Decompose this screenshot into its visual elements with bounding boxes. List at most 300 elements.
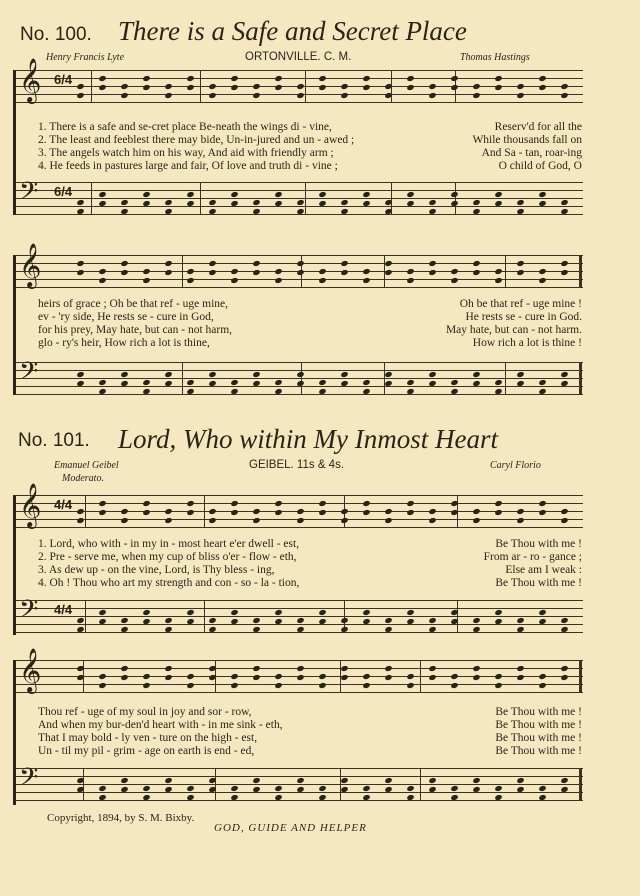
notehead	[76, 208, 84, 215]
lyric-line	[38, 160, 582, 172]
notehead	[230, 785, 238, 792]
notehead	[318, 673, 326, 680]
notehead	[428, 777, 436, 784]
notehead	[186, 379, 194, 386]
lyric-main: Thou ref - uge of my soul in joy and sor - row,	[38, 706, 252, 718]
notehead	[142, 618, 150, 625]
notehead	[186, 84, 194, 91]
notehead	[494, 609, 502, 616]
notehead	[208, 371, 216, 378]
notehead	[538, 84, 546, 91]
notehead	[318, 618, 326, 625]
notehead	[538, 75, 546, 82]
notehead	[164, 83, 172, 90]
notehead	[428, 617, 436, 624]
notehead	[164, 208, 172, 215]
notehead	[538, 618, 546, 625]
treble-staff	[15, 245, 583, 288]
notehead	[560, 380, 568, 387]
notehead	[274, 75, 282, 82]
notehead	[252, 208, 260, 215]
notehead	[208, 83, 216, 90]
lyric-main: 4. He feeds in pastures large and fair, Of love and truth di - vine ;	[38, 160, 338, 172]
notehead	[560, 617, 568, 624]
notehead	[472, 260, 480, 267]
notehead	[142, 200, 150, 207]
notehead	[230, 75, 238, 82]
hymn-number: No. 100.	[20, 24, 92, 45]
treble-staff	[15, 485, 583, 528]
notehead	[230, 794, 238, 801]
notehead	[318, 75, 326, 82]
notehead	[186, 268, 194, 275]
notehead	[406, 682, 414, 689]
notehead	[560, 260, 568, 267]
notehead	[76, 371, 84, 378]
notehead	[120, 626, 128, 633]
notehead	[296, 786, 304, 793]
composer: Caryl Florio	[490, 460, 541, 471]
notehead	[120, 665, 128, 672]
notehead	[274, 673, 282, 680]
notehead	[186, 200, 194, 207]
notehead	[164, 199, 172, 206]
notehead	[142, 268, 150, 275]
notehead	[208, 208, 216, 215]
notehead	[120, 269, 128, 276]
notehead	[340, 371, 348, 378]
notehead	[472, 199, 480, 206]
notehead	[472, 786, 480, 793]
notehead	[538, 379, 546, 386]
notehead	[538, 682, 546, 689]
treble-staff	[15, 650, 583, 693]
lyric-end: Be Thou with me !	[495, 732, 582, 744]
notehead	[494, 84, 502, 91]
notehead	[450, 682, 458, 689]
notehead	[98, 673, 106, 680]
notehead	[120, 380, 128, 387]
notehead	[340, 665, 348, 672]
lyric-end: Be Thou with me !	[495, 745, 582, 757]
notehead	[516, 508, 524, 515]
notehead	[252, 517, 260, 524]
lyric-main: 1. Lord, who with - in my in - most heart e'er dwell - est,	[38, 538, 300, 550]
notehead	[252, 626, 260, 633]
notehead	[384, 517, 392, 524]
notehead	[428, 674, 436, 681]
notehead	[428, 665, 436, 672]
notehead	[98, 609, 106, 616]
notehead	[164, 617, 172, 624]
lyric-end: Be Thou with me !	[495, 577, 582, 589]
notehead	[538, 191, 546, 198]
notehead	[340, 626, 348, 633]
notehead	[362, 794, 370, 801]
notehead	[384, 617, 392, 624]
notehead	[384, 260, 392, 267]
notehead	[516, 269, 524, 276]
notehead	[406, 509, 414, 516]
notehead	[208, 260, 216, 267]
notehead	[428, 508, 436, 515]
notehead	[120, 260, 128, 267]
notehead	[318, 379, 326, 386]
notehead	[516, 786, 524, 793]
notehead	[98, 84, 106, 91]
notehead	[274, 388, 282, 395]
treble-clef-icon: 𝄞	[19, 485, 42, 527]
notehead	[340, 269, 348, 276]
notehead	[362, 609, 370, 616]
notehead	[296, 269, 304, 276]
lyric-line	[38, 134, 582, 146]
notehead	[76, 617, 84, 624]
notehead	[560, 674, 568, 681]
notehead	[340, 777, 348, 784]
notehead	[318, 794, 326, 801]
notehead	[208, 508, 216, 515]
lyric-line	[38, 577, 582, 589]
lyric-line	[38, 311, 582, 323]
notehead	[274, 794, 282, 801]
notehead	[428, 517, 436, 524]
notehead	[296, 380, 304, 387]
lyric-main: 1. There is a safe and se-cret place Be-neath the wings di - vine,	[38, 121, 332, 133]
notehead	[494, 379, 502, 386]
notehead	[76, 83, 84, 90]
notehead	[340, 674, 348, 681]
lyric-end: Reserv'd for all the	[494, 121, 582, 133]
notehead	[76, 260, 84, 267]
notehead	[494, 277, 502, 284]
notehead	[252, 665, 260, 672]
notehead	[252, 199, 260, 206]
notehead	[230, 84, 238, 91]
notehead	[208, 199, 216, 206]
notehead	[406, 618, 414, 625]
notehead	[318, 500, 326, 507]
author: Emanuel Geibel	[54, 460, 119, 471]
notehead	[516, 208, 524, 215]
notehead	[384, 777, 392, 784]
page-caption: GOD, GUIDE AND HELPER	[214, 822, 367, 834]
notehead	[516, 674, 524, 681]
notehead	[76, 508, 84, 515]
notehead	[142, 794, 150, 801]
lyric-main: 4. Oh ! Thou who art my strength and con - so - la - tion,	[38, 577, 300, 589]
notehead	[142, 609, 150, 616]
notehead	[340, 208, 348, 215]
notehead	[472, 777, 480, 784]
notehead	[120, 371, 128, 378]
notehead	[362, 500, 370, 507]
notehead	[472, 380, 480, 387]
notehead	[296, 508, 304, 515]
bass-clef-icon: 𝄢	[19, 596, 39, 629]
notehead	[560, 786, 568, 793]
notehead	[516, 665, 524, 672]
notehead	[98, 191, 106, 198]
notehead	[516, 380, 524, 387]
notehead	[428, 83, 436, 90]
notehead	[406, 379, 414, 386]
notehead	[186, 75, 194, 82]
notehead	[252, 617, 260, 624]
notehead	[120, 199, 128, 206]
notehead	[274, 682, 282, 689]
notehead	[384, 674, 392, 681]
lyric-main: And when my bur-den'd heart with - in me sink - eth,	[38, 719, 283, 731]
notehead	[428, 208, 436, 215]
notehead	[538, 268, 546, 275]
lyric-line	[38, 551, 582, 563]
notehead	[98, 379, 106, 386]
notehead	[142, 388, 150, 395]
notehead	[98, 268, 106, 275]
lyric-main: Un - til my pil - grim - age on earth is end - ed,	[38, 745, 255, 757]
notehead	[164, 674, 172, 681]
notehead	[98, 682, 106, 689]
notehead	[538, 388, 546, 395]
notehead	[142, 379, 150, 386]
notehead	[120, 517, 128, 524]
lyric-end: Be Thou with me !	[495, 706, 582, 718]
notehead	[516, 371, 524, 378]
notehead	[450, 673, 458, 680]
notehead	[120, 777, 128, 784]
notehead	[230, 618, 238, 625]
time-signature: 6/4	[54, 184, 73, 199]
notehead	[164, 777, 172, 784]
notehead	[494, 75, 502, 82]
notehead	[252, 380, 260, 387]
notehead	[560, 517, 568, 524]
notehead	[274, 618, 282, 625]
notehead	[252, 508, 260, 515]
notehead	[494, 785, 502, 792]
notehead	[560, 626, 568, 633]
notehead	[230, 500, 238, 507]
notehead	[340, 260, 348, 267]
treble-clef-icon: 𝄞	[19, 650, 42, 692]
notehead	[472, 269, 480, 276]
notehead	[186, 618, 194, 625]
lyric-main: 3. As dew up - on the vine, Lord, is Thy bless - ing,	[38, 564, 275, 576]
notehead	[494, 191, 502, 198]
notehead	[472, 508, 480, 515]
lyric-line	[38, 147, 582, 159]
bass-staff	[15, 178, 583, 215]
notehead	[142, 500, 150, 507]
notehead	[318, 277, 326, 284]
notehead	[120, 617, 128, 624]
notehead	[252, 83, 260, 90]
tempo-marking: Moderato.	[62, 473, 104, 484]
notehead	[98, 509, 106, 516]
notehead	[274, 268, 282, 275]
notehead	[164, 517, 172, 524]
notehead	[472, 83, 480, 90]
notehead	[274, 509, 282, 516]
notehead	[450, 75, 458, 82]
notehead	[186, 785, 194, 792]
notehead	[406, 200, 414, 207]
notehead	[384, 508, 392, 515]
notehead	[494, 200, 502, 207]
notehead	[296, 674, 304, 681]
notehead	[450, 191, 458, 198]
notehead	[318, 609, 326, 616]
notehead	[230, 277, 238, 284]
notehead	[538, 509, 546, 516]
notehead	[494, 268, 502, 275]
notehead	[208, 92, 216, 99]
notehead	[296, 626, 304, 633]
notehead	[98, 618, 106, 625]
notehead	[472, 617, 480, 624]
notehead	[296, 665, 304, 672]
notehead	[428, 786, 436, 793]
notehead	[230, 200, 238, 207]
notehead	[120, 508, 128, 515]
hymn-title: Lord, Who within My Inmost Heart	[118, 424, 498, 454]
composer: Thomas Hastings	[460, 52, 530, 63]
notehead	[538, 794, 546, 801]
notehead	[516, 777, 524, 784]
notehead	[274, 84, 282, 91]
notehead	[538, 673, 546, 680]
notehead	[76, 626, 84, 633]
notehead	[252, 674, 260, 681]
notehead	[164, 92, 172, 99]
lyric-line	[38, 745, 582, 757]
notehead	[450, 200, 458, 207]
notehead	[142, 277, 150, 284]
bass-clef-icon: 𝄢	[19, 764, 39, 797]
notehead	[120, 786, 128, 793]
notehead	[76, 269, 84, 276]
notehead	[186, 673, 194, 680]
notehead	[362, 379, 370, 386]
notehead	[362, 268, 370, 275]
notehead	[340, 199, 348, 206]
notehead	[494, 618, 502, 625]
notehead	[494, 500, 502, 507]
notehead	[516, 260, 524, 267]
notehead	[472, 92, 480, 99]
notehead	[120, 208, 128, 215]
notehead	[186, 682, 194, 689]
notehead	[208, 626, 216, 633]
notehead	[230, 388, 238, 395]
notehead	[164, 371, 172, 378]
notehead	[428, 626, 436, 633]
notehead	[494, 509, 502, 516]
notehead	[318, 785, 326, 792]
lyric-line	[38, 538, 582, 550]
notehead	[428, 260, 436, 267]
notehead	[406, 84, 414, 91]
notehead	[406, 609, 414, 616]
notehead	[208, 380, 216, 387]
notehead	[384, 665, 392, 672]
notehead	[428, 380, 436, 387]
notehead	[406, 500, 414, 507]
lyric-main: ev - 'ry side, He rests se - cure in God,	[38, 311, 214, 323]
notehead	[230, 268, 238, 275]
time-signature: 4/4	[54, 497, 73, 512]
lyric-line	[38, 324, 582, 336]
notehead	[142, 75, 150, 82]
lyric-end: Be Thou with me !	[495, 538, 582, 550]
notehead	[76, 517, 84, 524]
notehead	[142, 509, 150, 516]
copyright: Copyright, 1894, by S. M. Bixby.	[47, 812, 195, 824]
author: Henry Francis Lyte	[46, 52, 125, 63]
notehead	[76, 199, 84, 206]
notehead	[406, 277, 414, 284]
time-signature: 4/4	[54, 602, 73, 617]
notehead	[362, 200, 370, 207]
notehead	[186, 794, 194, 801]
notehead	[98, 200, 106, 207]
notehead	[560, 508, 568, 515]
notehead	[274, 277, 282, 284]
notehead	[318, 200, 326, 207]
notehead	[560, 83, 568, 90]
notehead	[384, 269, 392, 276]
notehead	[252, 260, 260, 267]
bass-staff	[15, 596, 583, 633]
notehead	[516, 83, 524, 90]
notehead	[208, 517, 216, 524]
notehead	[538, 785, 546, 792]
notehead	[296, 83, 304, 90]
lyric-end: Oh be that ref - uge mine !	[459, 298, 582, 310]
notehead	[318, 191, 326, 198]
notehead	[450, 785, 458, 792]
notehead	[296, 199, 304, 206]
notehead	[296, 92, 304, 99]
notehead	[296, 371, 304, 378]
notehead	[450, 794, 458, 801]
notehead	[494, 388, 502, 395]
notehead	[142, 84, 150, 91]
notehead	[186, 609, 194, 616]
notehead	[340, 617, 348, 624]
lyric-line	[38, 732, 582, 744]
notehead	[472, 626, 480, 633]
lyric-end: He rests se - cure in God.	[465, 311, 582, 323]
notehead	[318, 682, 326, 689]
notehead	[164, 269, 172, 276]
notehead	[164, 260, 172, 267]
notehead	[296, 777, 304, 784]
notehead	[362, 618, 370, 625]
lyric-end: How rich a lot is thine !	[472, 337, 582, 349]
notehead	[340, 92, 348, 99]
notehead	[472, 371, 480, 378]
notehead	[340, 508, 348, 515]
treble-clef-icon: 𝄞	[19, 60, 42, 102]
notehead	[186, 388, 194, 395]
tune-name: GEIBEL. 11s & 4s.	[249, 459, 345, 471]
notehead	[164, 786, 172, 793]
notehead	[362, 673, 370, 680]
bass-staff	[15, 764, 583, 801]
lyric-main: for his prey, May hate, but can - not harm,	[38, 324, 233, 336]
